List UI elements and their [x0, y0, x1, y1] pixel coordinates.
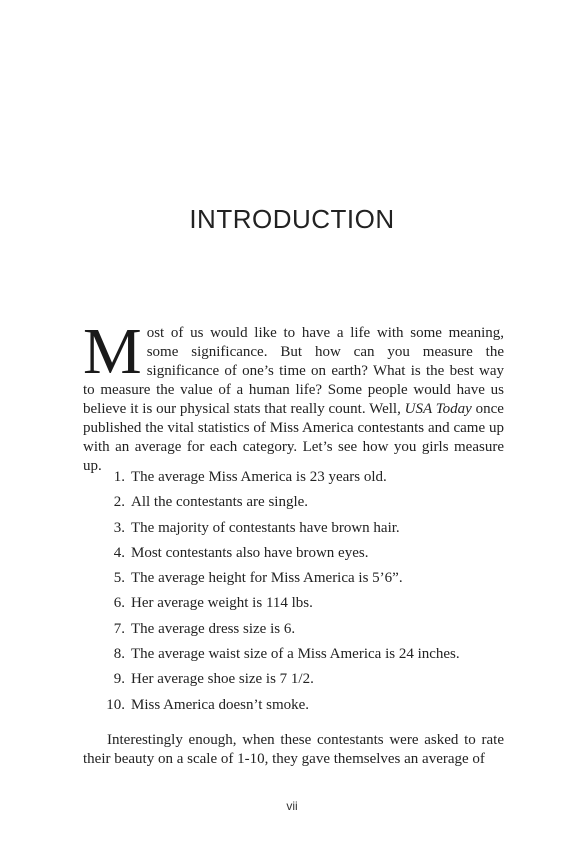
intro-text-end: once published the vital statistics of Miss America contestants and came up with an average for each category. Let’s see how you girls measure up.: [83, 401, 504, 474]
list-text: The average Miss America is 23 years old.: [131, 469, 387, 485]
list-text: All the contestants are single.: [131, 494, 309, 511]
list-item: [83, 544, 504, 569]
list-item: [83, 569, 504, 594]
list-text: The majority of contestants have brown hair.: [131, 519, 400, 536]
list-item: [83, 645, 504, 670]
list-item: [83, 493, 504, 518]
list-number: 8.: [113, 646, 125, 663]
chapter-title: INTRODUCTION: [189, 204, 395, 234]
list-item: [83, 468, 504, 493]
list-number: 6.: [113, 595, 125, 612]
closing-paragraph: Interestingly enough, when these contestants were asked to rate their beauty on a scale of 1-10, they gave themselves an average of: [83, 732, 504, 767]
list-number: 5.: [113, 570, 125, 587]
list-text: Most contestants also have brown eyes.: [131, 544, 369, 561]
list-text: Miss America doesn’t smoke.: [131, 696, 310, 713]
drop-cap: M: [83, 315, 142, 388]
list-text: The average waist size of a Miss America is 24 inches.: [131, 646, 460, 663]
statistics-list: [83, 468, 504, 721]
list-text: The average dress size is 6.: [131, 620, 296, 637]
list-number: 2.: [113, 494, 125, 511]
list-text: The average height for Miss America is 5’6”.: [131, 570, 403, 587]
list-item: [83, 696, 504, 721]
list-number: 7.: [113, 620, 125, 637]
list-number: 9.: [113, 671, 125, 688]
list-number: 1.: [113, 469, 125, 485]
list-number: 3.: [113, 519, 125, 536]
publication-name: USA Today: [404, 401, 472, 417]
list-item: [83, 519, 504, 544]
list-item: [83, 620, 504, 645]
page-number: vii: [286, 799, 298, 813]
list-item: [83, 670, 504, 695]
list-number: 4.: [113, 544, 125, 561]
list-text: Her average shoe size is 7 1/2.: [131, 671, 314, 688]
intro-text-start: ost of us would like to have a life with some meaning, some significance. But how can you measure the significance of one’s time on earth? What is the best way to measure the value of a human life? Some people would have us believe it is our physical stats that really count. Well,: [83, 325, 504, 417]
list-text: Her average weight is 114 lbs.: [131, 595, 313, 612]
list-number: 10.: [106, 696, 125, 713]
intro-paragraph: [83, 315, 504, 476]
list-item: [83, 594, 504, 619]
